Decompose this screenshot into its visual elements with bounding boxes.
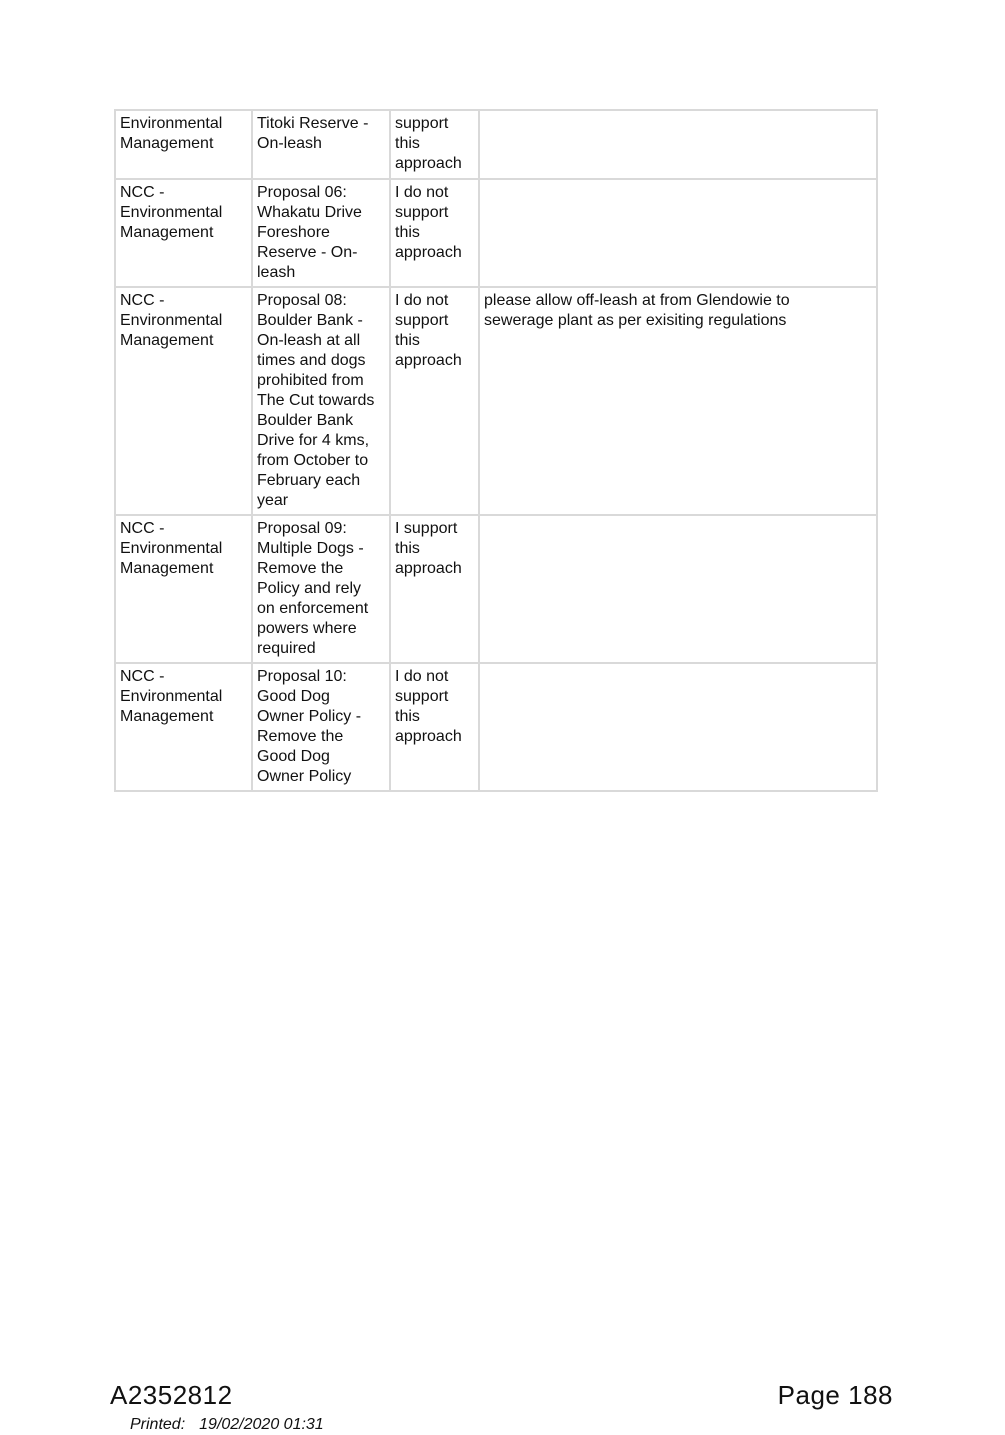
printed-timestamp	[130, 1415, 324, 1435]
proposal-cell: Proposal 09: Multiple Dogs - Remove the Policy and rely on enforcement powers where required	[252, 515, 390, 663]
owner-cell: NCC - Environmental Management	[115, 515, 252, 663]
document-id: A2352812	[110, 1380, 233, 1410]
comment-cell: please allow off-leash at from Glendowie to sewerage plant as per exisiting regulations	[479, 287, 877, 515]
position-cell: support this approach	[390, 110, 479, 179]
owner-cell: NCC - Environmental Management	[115, 179, 252, 287]
submission-table	[114, 109, 878, 792]
page-number: Page 188	[777, 1380, 893, 1410]
printed-value: 19/02/2020 01:31	[199, 1416, 324, 1433]
proposal-cell: Titoki Reserve - On-leash	[252, 110, 390, 179]
proposal-cell: Proposal 10: Good Dog Owner Policy - Remove the Good Dog Owner Policy	[252, 663, 390, 791]
printed-label: Printed:	[130, 1416, 186, 1433]
comment-cell	[479, 110, 877, 179]
table-row	[115, 179, 877, 287]
owner-cell: Environmental Management	[115, 110, 252, 179]
owner-cell: NCC - Environmental Management	[115, 663, 252, 791]
table-row	[115, 287, 877, 515]
table-row	[115, 515, 877, 663]
proposal-cell: Proposal 08: Boulder Bank - On-leash at all times and dogs prohibited from The Cut towards Boulder Bank Drive for 4 kms, from October to February each year	[252, 287, 390, 515]
owner-cell: NCC - Environmental Management	[115, 287, 252, 515]
comment-cell	[479, 663, 877, 791]
table-row	[115, 663, 877, 791]
proposal-cell: Proposal 06: Whakatu Drive Foreshore Reserve - On- leash	[252, 179, 390, 287]
position-cell: I do not support this approach	[390, 287, 479, 515]
position-cell: I do not support this approach	[390, 179, 479, 287]
comment-cell	[479, 515, 877, 663]
position-cell: I support this approach	[390, 515, 479, 663]
comment-cell	[479, 179, 877, 287]
table-row	[115, 110, 877, 179]
position-cell: I do not support this approach	[390, 663, 479, 791]
